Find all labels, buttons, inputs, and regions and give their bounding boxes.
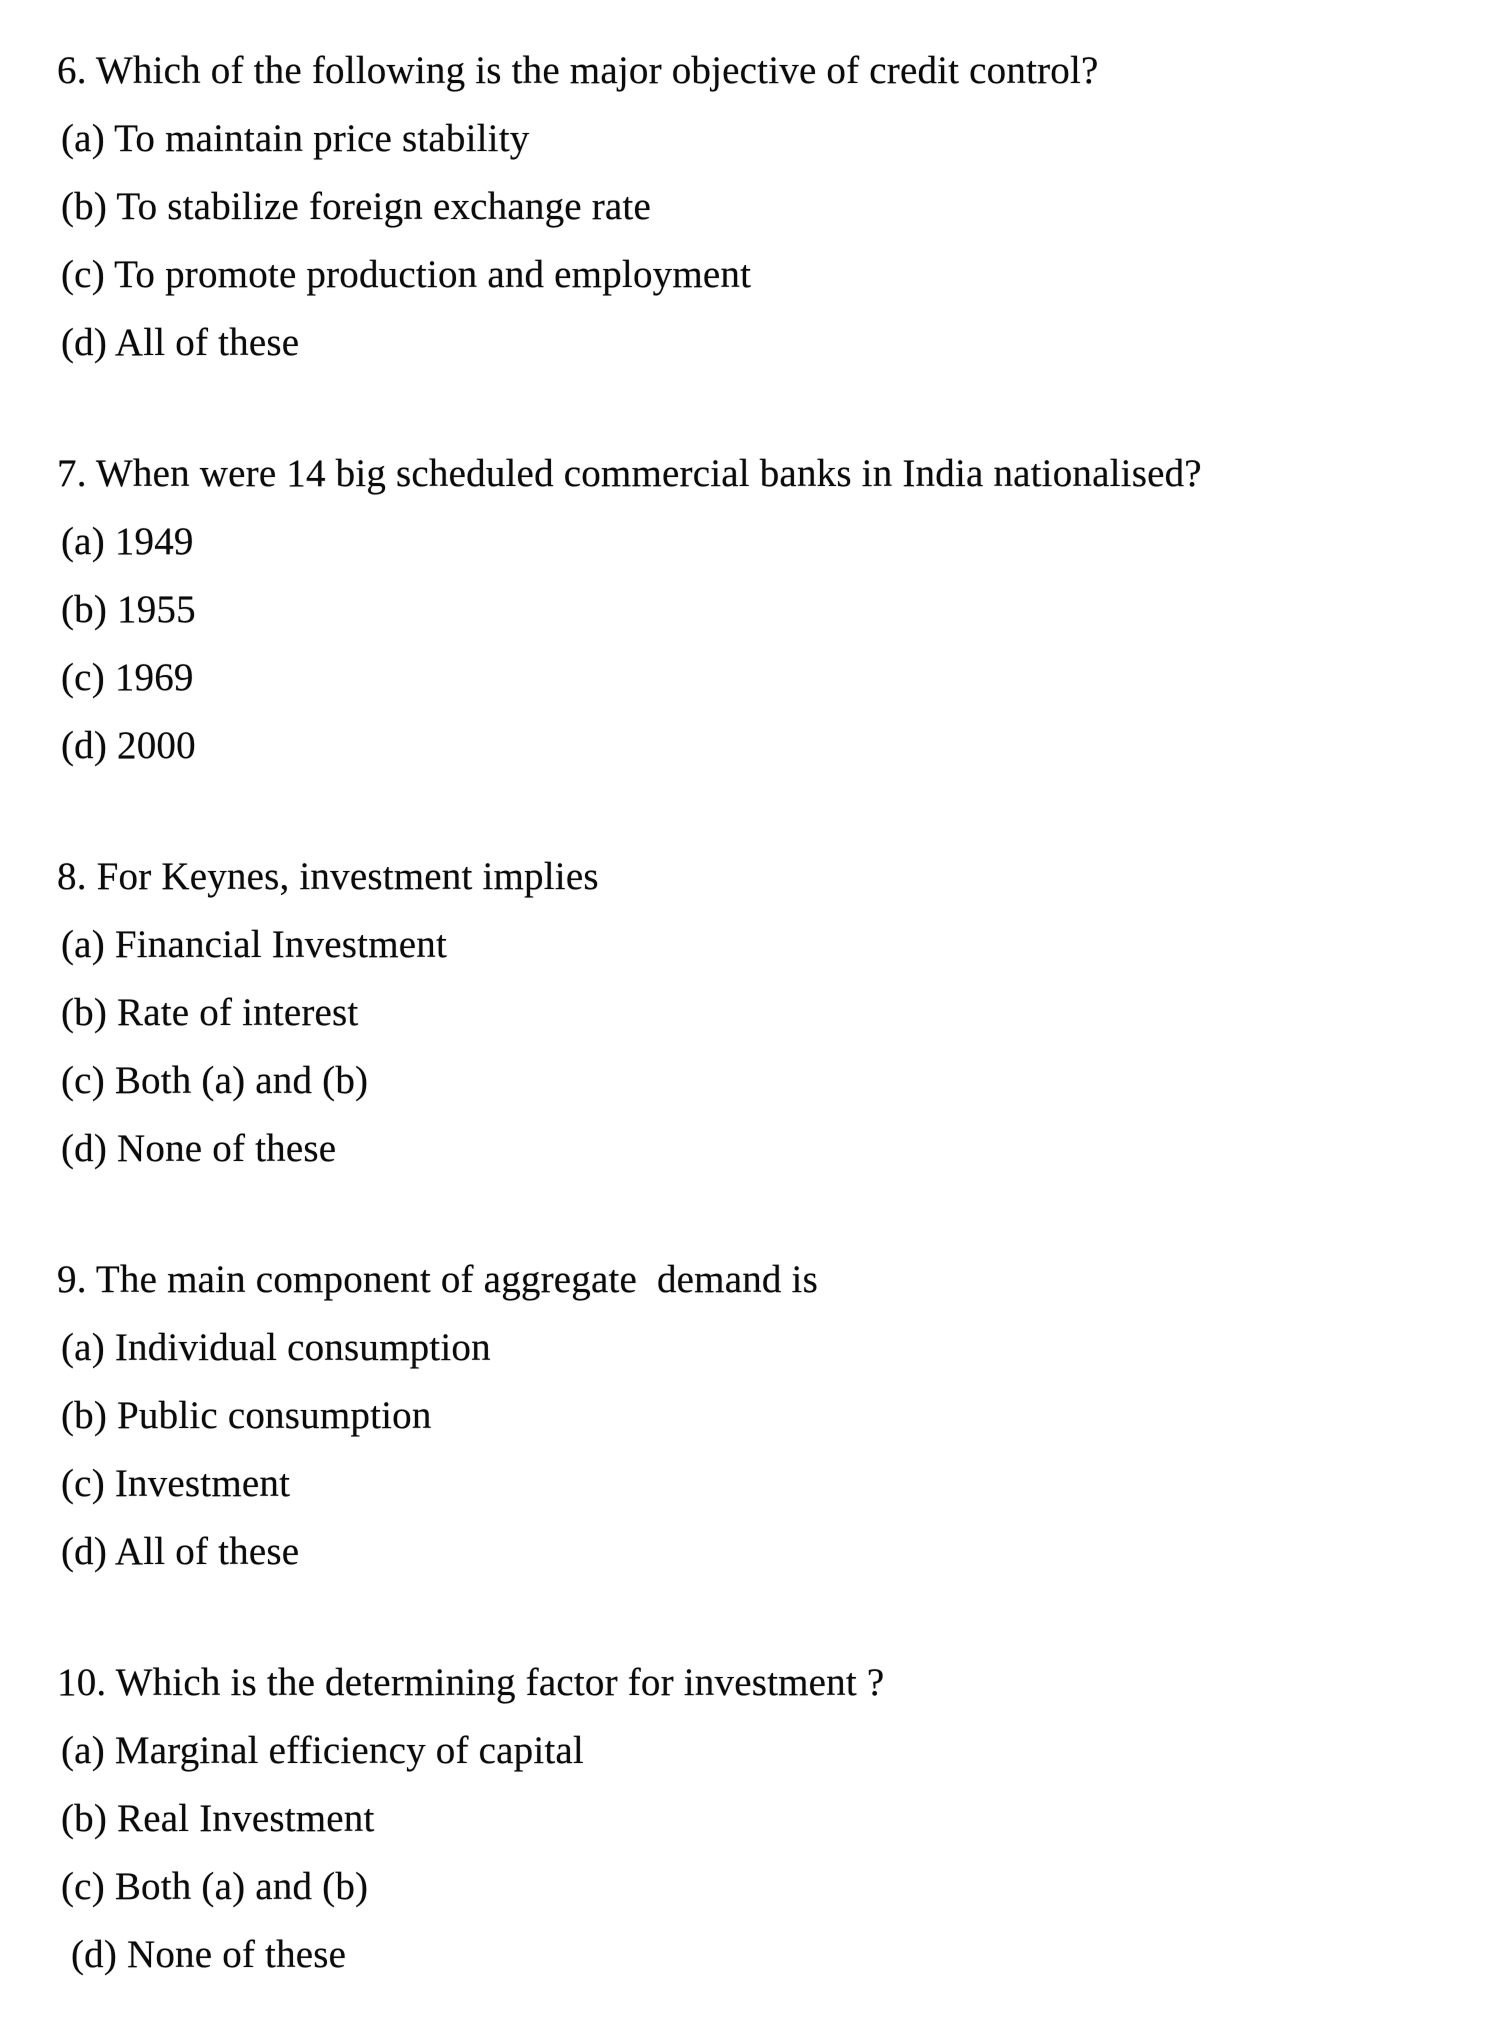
question-8-option-b: (b) Rate of interest <box>61 991 359 1034</box>
question-7-option-d: (d) 2000 <box>61 724 196 767</box>
question-8-option-a: (a) Financial Investment <box>61 923 448 966</box>
question-6-option-c: (c) To promote production and employment <box>61 253 752 296</box>
question-7 <box>57 440 1465 780</box>
question-9-option-c: (c) Investment <box>61 1462 291 1505</box>
question-7-option-b: (b) 1955 <box>61 588 196 631</box>
question-8-option-d: (d) None of these <box>61 1127 337 1170</box>
question-7-text: 7. When were 14 big scheduled commercial banks in India nationalised? <box>57 452 1202 495</box>
question-9-option-d: (d) All of these <box>61 1530 300 1573</box>
question-10-option-c: (c) Both (a) and (b) <box>61 1865 369 1908</box>
question-7-option-c: (c) 1969 <box>61 656 194 699</box>
question-9-option-b: (b) Public consumption <box>61 1394 432 1437</box>
question-6-option-b: (b) To stabilize foreign exchange rate <box>61 185 651 228</box>
question-10-option-d: (d) None of these <box>61 1933 347 1976</box>
question-8 <box>57 843 1465 1183</box>
question-6-option-a: (a) To maintain price stability <box>61 117 530 160</box>
question-8-option-c: (c) Both (a) and (b) <box>61 1059 369 1102</box>
question-6 <box>57 37 1465 377</box>
question-6-option-d: (d) All of these <box>61 321 300 364</box>
question-9-option-a: (a) Individual consumption <box>61 1326 491 1369</box>
question-9-text: 9. The main component of aggregate demand is <box>57 1258 818 1301</box>
question-10-text: 10. Which is the determining factor for investment ? <box>57 1661 885 1704</box>
question-6-text: 6. Which of the following is the major objective of credit control? <box>57 49 1099 92</box>
question-9 <box>57 1246 1465 1586</box>
question-8-text: 8. For Keynes, investment implies <box>57 855 599 898</box>
question-10 <box>57 1649 1465 1989</box>
question-7-option-a: (a) 1949 <box>61 520 194 563</box>
question-10-option-a: (a) Marginal efficiency of capital <box>61 1729 584 1772</box>
question-10-option-b: (b) Real Investment <box>61 1797 375 1840</box>
